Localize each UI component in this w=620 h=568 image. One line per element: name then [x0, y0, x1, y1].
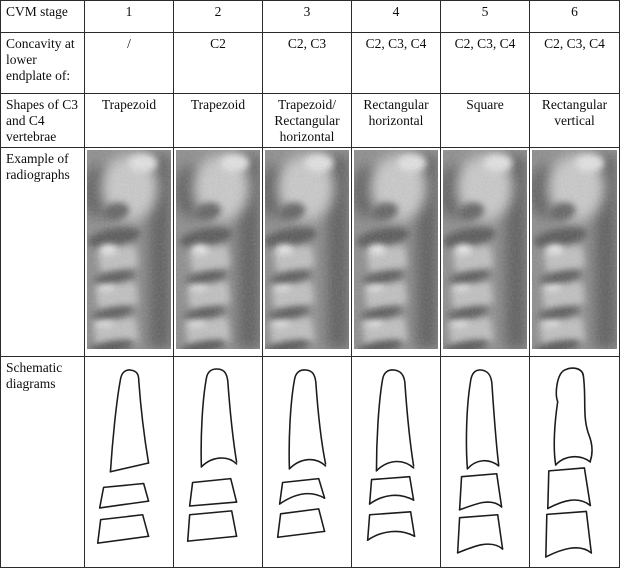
- c3-lower-endplate: [370, 495, 414, 504]
- row-label-shapes: Shapes of C3 and C4 vertebrae: [1, 94, 85, 148]
- radiograph-stage-5: [443, 150, 527, 349]
- schematic-stage-2: [175, 358, 261, 566]
- radiograph-stage-4: [354, 150, 438, 349]
- c3-lower-endplate: [100, 501, 149, 508]
- c2-vertebra-outline: [289, 370, 325, 469]
- c2-vertebra-outline: [201, 369, 236, 467]
- concavity-stage-4: C2, C3, C4: [352, 33, 441, 94]
- radiograph-image: [443, 150, 527, 349]
- c3-lower-endplate: [548, 500, 591, 508]
- schematic-stage-1: [86, 358, 172, 566]
- corner-cell-cvm-stage: CVM stage: [1, 1, 85, 33]
- c4-lower-endplate: [188, 536, 237, 541]
- radiograph-stage-3: [265, 150, 349, 349]
- radiograph-image: [176, 150, 260, 349]
- stage-number-5: 5: [441, 1, 530, 33]
- shape-stage-6: Rectangular vertical: [530, 94, 619, 148]
- radiograph-image: [532, 150, 617, 349]
- concavity-stage-2: C2: [174, 33, 263, 94]
- c2-lower-endplate: [289, 460, 325, 469]
- c4-lower-endplate: [368, 531, 415, 540]
- c2-vertebra-outline: [110, 370, 148, 472]
- stage-number-4: 4: [352, 1, 441, 33]
- c2-lower-endplate: [376, 462, 413, 471]
- schematic-stage-5: [442, 358, 528, 566]
- radiograph-stage-1: [87, 150, 171, 349]
- c4-lower-endplate: [98, 536, 149, 543]
- radiograph-stage-2: [176, 150, 260, 349]
- c4-vertebra-outline: [458, 515, 503, 553]
- stage-number-1: 1: [85, 1, 174, 33]
- concavity-stage-6: C2, C3, C4: [530, 33, 619, 94]
- concavity-stage-5: C2, C3, C4: [441, 33, 530, 94]
- c2-lower-endplate: [201, 458, 236, 467]
- c3-lower-endplate: [460, 502, 502, 510]
- radiograph-image: [87, 150, 171, 349]
- schematic-stage-3: [264, 358, 350, 566]
- c2-vertebra-outline: [376, 370, 413, 471]
- c2-lower-endplate: [467, 461, 498, 469]
- radiograph-image: [265, 150, 349, 349]
- c3-lower-endplate: [280, 494, 325, 504]
- c4-lower-endplate: [546, 548, 591, 557]
- shape-stage-4: Rectangular horizontal: [352, 94, 441, 148]
- c4-vertebra-outline: [546, 511, 591, 556]
- radiograph-stage-6: [532, 150, 617, 349]
- schematic-stage-4: [353, 358, 439, 566]
- c2-lower-endplate: [110, 463, 148, 472]
- schematic-stage-6: [531, 358, 618, 566]
- c2-vertebra-outline: [466, 370, 498, 469]
- stage-number-2: 2: [174, 1, 263, 33]
- radiograph-image: [354, 150, 438, 349]
- shape-stage-2: Trapezoid: [174, 94, 263, 148]
- c2-vertebra-outline: [554, 368, 592, 465]
- row-label-schematics: Schematic diagrams: [1, 357, 85, 567]
- c3-lower-endplate: [190, 502, 237, 506]
- stage-number-3: 3: [263, 1, 352, 33]
- row-label-radiographs: Example of radiographs: [1, 148, 85, 357]
- c2-lower-endplate: [556, 457, 591, 465]
- concavity-stage-3: C2, C3: [263, 33, 352, 94]
- shape-stage-5: Square: [441, 94, 530, 148]
- shape-stage-1: Trapezoid: [85, 94, 174, 148]
- c4-vertebra-outline: [98, 515, 149, 543]
- c4-lower-endplate: [458, 544, 503, 553]
- row-label-concavity: Concavity at lower endplate of:: [1, 33, 85, 94]
- c4-lower-endplate: [278, 531, 325, 537]
- shape-stage-3: Trapezoid/ Rectangular horizontal: [263, 94, 352, 148]
- c3-vertebra-outline: [460, 474, 502, 510]
- stage-number-6: 6: [530, 1, 619, 33]
- concavity-stage-1: /: [85, 33, 174, 94]
